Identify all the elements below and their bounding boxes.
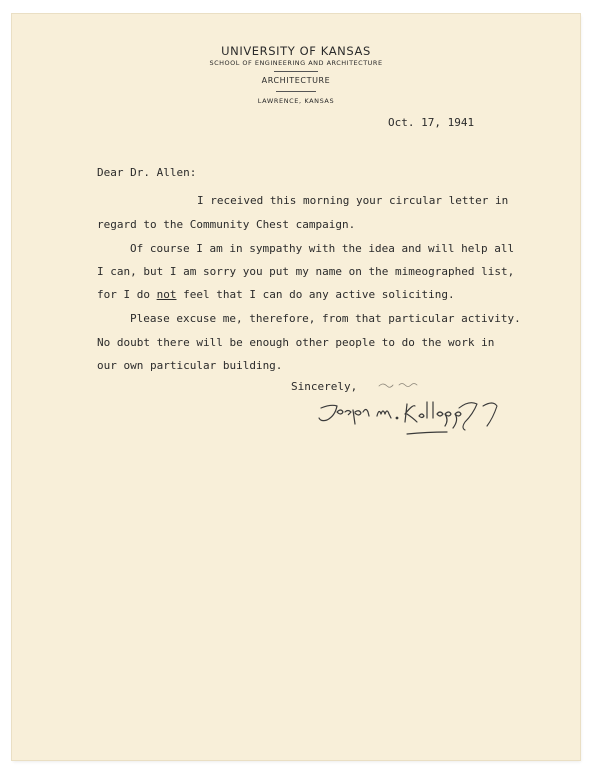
department-name: ARCHITECTURE xyxy=(261,76,331,85)
body-text: for I do xyxy=(97,288,157,301)
body-line: No doubt there will be enough other people to do the work in xyxy=(97,336,495,349)
letter-date: Oct. 17, 1941 xyxy=(388,116,475,129)
salutation: Dear Dr. Allen: xyxy=(97,166,197,179)
letter-page xyxy=(12,14,580,760)
letterhead-divider-lower xyxy=(276,91,316,92)
body-line xyxy=(97,288,455,301)
letterhead xyxy=(12,44,580,106)
body-line: regard to the Community Chest campaign. xyxy=(97,218,356,231)
body-text: feel that I can do any active soliciting. xyxy=(176,288,455,301)
body-line: Of course I am in sympathy with the idea and will help all xyxy=(130,242,515,255)
body-line: our own particular building. xyxy=(97,359,283,372)
emphasized-word: not xyxy=(156,288,177,301)
university-name: UNIVERSITY OF KANSAS xyxy=(221,44,371,58)
body-line: I received this morning your circular letter in xyxy=(197,194,509,207)
body-line: I can, but I am sorry you put my name on the mimeographed list, xyxy=(97,265,515,278)
handwritten-signature xyxy=(307,368,517,448)
closing: Sincerely, xyxy=(291,380,358,393)
body-line: Please excuse me, therefore, from that particular activity. xyxy=(130,312,521,325)
school-name: SCHOOL OF ENGINEERING AND ARCHITECTURE xyxy=(209,59,383,67)
letterhead-divider xyxy=(274,71,318,72)
city-name: LAWRENCE, KANSAS xyxy=(257,97,335,105)
